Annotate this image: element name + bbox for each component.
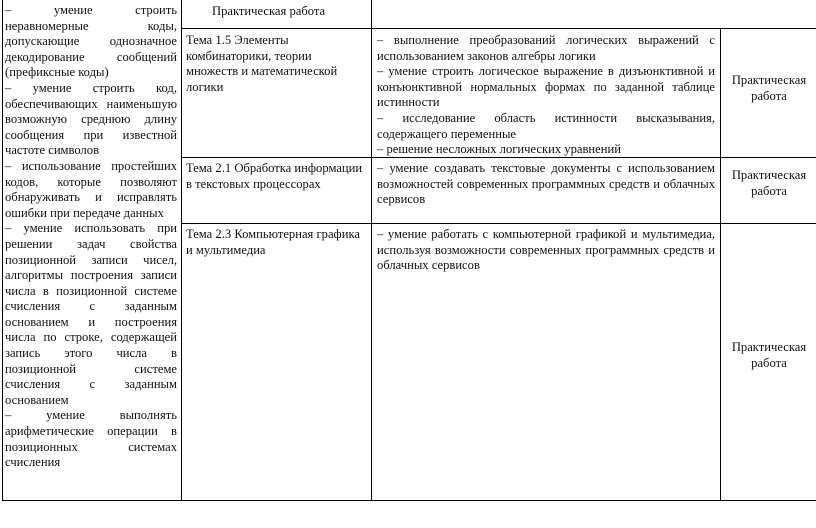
left-skill-item: – умение выполнять арифметические операции в позиционных системах счисления — [5, 408, 177, 470]
skill-item: – умение работать с компьютерной графикой и мультимедиа, используя возможности современных программных средств и облачных сервисов — [377, 227, 715, 273]
form-cell — [724, 340, 814, 371]
row-topic: Тема 2.3 Компьютерная графика и мультимедиа — [186, 227, 360, 257]
skill-item: – умение строить логическое выражение в дизъюнктивной и конъюнктивной нормальных формах по заданной таблице истинности — [377, 64, 715, 110]
left-skills-cell — [5, 3, 177, 471]
topic-cell — [186, 227, 366, 258]
skills-cell — [377, 33, 715, 158]
left-skill-item: – умение строить код, обеспечивающих наименьшую возможную среднюю длину сообщения при известной частоте символов — [5, 80, 177, 158]
border-col2 — [371, 0, 372, 501]
left-skill-item: – умение строить неравномерные коды, допускающие однозначное декодирование сообщений (префиксные коды) — [5, 3, 177, 80]
border-bottom — [2, 500, 816, 501]
skill-item: – умение создавать текстовые документы с использованием возможностей современных программных средств и облачных сервисов — [377, 161, 715, 207]
skills-cell — [377, 227, 715, 274]
form-cell — [724, 73, 814, 104]
border-col1 — [181, 0, 182, 501]
topic-cell — [186, 33, 366, 95]
assessment-form: Практическая работа — [731, 73, 807, 103]
border-row3 — [181, 223, 816, 224]
left-skill-item: – использование простейших кодов, которые позволяют обнаруживать и исправлять ошибки при передаче данных — [5, 158, 177, 220]
border-row1 — [181, 28, 816, 29]
border-left — [2, 0, 3, 501]
border-col3 — [720, 28, 721, 501]
row-topic: Практическая работа — [212, 4, 326, 18]
topic-cell — [186, 161, 366, 192]
skill-item: – выполнение преобразований логических выражений с использованием законов алгебры логики — [377, 33, 715, 63]
skill-item: – исследование область истинности высказывания, содержащего переменные — [377, 110, 715, 141]
skill-item: – решение несложных логических уравнений — [377, 142, 621, 157]
skills-cell — [377, 161, 715, 208]
row-topic: Тема 2.1 Обработка информации в текстовых процессорах — [186, 161, 363, 191]
assessment-form: Практическая работа — [731, 340, 807, 370]
left-skill-item: – умение использовать при решении задач свойства позиционной записи чисел, алгоритмы построения записи числа в позиционной системе счисления с заданным основанием и построения числа по строке, содержащей запись этого числа в позиционной системе счисления с заданным основанием — [5, 221, 177, 407]
practical-work-header — [212, 4, 362, 20]
form-cell — [724, 168, 814, 199]
row-topic: Тема 1.5 Элементы комбинаторики, теории множеств и математической логики — [186, 33, 338, 94]
assessment-form: Практическая работа — [731, 168, 807, 198]
